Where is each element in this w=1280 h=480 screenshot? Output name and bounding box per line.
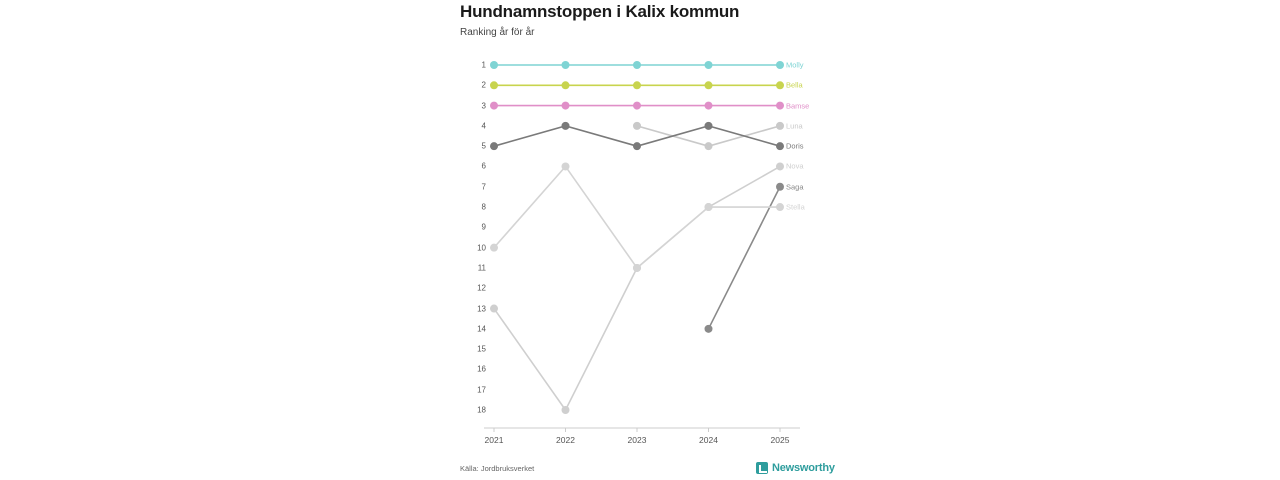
series-point[interactable]: [705, 81, 713, 89]
series-point[interactable]: [705, 203, 713, 211]
series-point[interactable]: [705, 142, 713, 150]
page-subtitle: Ranking år för år: [460, 27, 535, 38]
y-axis-tick-label: 13: [477, 304, 486, 314]
series-point[interactable]: [490, 142, 498, 150]
y-axis-tick-label: 4: [481, 121, 486, 131]
series-point[interactable]: [776, 81, 784, 89]
series-point[interactable]: [776, 122, 784, 130]
series-point[interactable]: [490, 244, 498, 252]
y-axis-tick-label: 2: [481, 80, 486, 90]
y-axis-tick-label: 15: [477, 344, 486, 354]
y-axis-tick-label: 12: [477, 283, 486, 293]
series-point[interactable]: [776, 162, 784, 170]
series-point[interactable]: [562, 81, 570, 89]
series-point[interactable]: [490, 81, 498, 89]
y-axis-tick-label: 5: [481, 141, 486, 151]
series-point[interactable]: [490, 102, 498, 110]
series-point[interactable]: [490, 61, 498, 69]
series-point[interactable]: [633, 81, 641, 89]
series-point[interactable]: [705, 61, 713, 69]
x-axis-tick-label: 2022: [556, 435, 575, 445]
series-point[interactable]: [776, 61, 784, 69]
y-axis-tick-label: 8: [481, 202, 486, 212]
y-axis-tick-label: 16: [477, 364, 486, 374]
x-axis-tick-label: 2025: [770, 435, 790, 445]
series-point[interactable]: [776, 142, 784, 150]
series-label: Stella: [786, 202, 805, 212]
series-label: Nova: [786, 161, 804, 171]
series-line: [494, 166, 780, 410]
series-label: Doris: [786, 141, 804, 151]
y-axis-tick-label: 10: [477, 243, 486, 253]
series-point[interactable]: [562, 102, 570, 110]
series-point[interactable]: [705, 102, 713, 110]
series-label: Luna: [786, 121, 803, 131]
series-point[interactable]: [633, 102, 641, 110]
line-chart: [460, 50, 820, 450]
series-point[interactable]: [776, 183, 784, 191]
series-point[interactable]: [490, 305, 498, 313]
series-label: Bella: [786, 80, 803, 90]
series-label: Bamse: [786, 101, 810, 111]
series-point[interactable]: [705, 122, 713, 130]
newsworthy-logo-icon: [756, 462, 768, 474]
page-title: Hundnamnstoppen i Kalix kommun: [460, 2, 740, 21]
series-line: [494, 166, 780, 267]
source-note: Källa: Jordbruksverket: [460, 464, 535, 473]
y-axis-tick-label: 7: [481, 182, 486, 192]
series-label: Saga: [786, 182, 804, 192]
series-point[interactable]: [633, 61, 641, 69]
series-point[interactable]: [633, 142, 641, 150]
series-point[interactable]: [562, 162, 570, 170]
series-label: Molly: [786, 60, 804, 70]
y-axis-tick-label: 1: [481, 60, 486, 70]
y-axis-tick-label: 9: [481, 222, 486, 232]
brand-logo: [756, 462, 835, 474]
series-point[interactable]: [776, 203, 784, 211]
x-axis-tick-label: 2024: [699, 435, 718, 445]
y-axis-tick-label: 17: [477, 385, 486, 395]
series-point[interactable]: [562, 406, 570, 414]
series-line: [709, 187, 781, 329]
y-axis-tick-label: 14: [477, 324, 486, 334]
series-point[interactable]: [705, 325, 713, 333]
y-axis-tick-label: 3: [481, 101, 486, 111]
y-axis-tick-label: 6: [481, 161, 486, 171]
series-point[interactable]: [562, 61, 570, 69]
brand-name: Newsworthy: [772, 462, 835, 474]
chart-plot-svg: [460, 50, 820, 450]
series-point[interactable]: [633, 122, 641, 130]
series-point[interactable]: [633, 264, 641, 272]
x-axis-tick-label: 2021: [484, 435, 504, 445]
y-axis-tick-label: 11: [477, 263, 486, 273]
y-axis-tick-label: 18: [477, 405, 486, 415]
series-point[interactable]: [776, 102, 784, 110]
x-axis-tick-label: 2023: [627, 435, 647, 445]
series-point[interactable]: [562, 122, 570, 130]
